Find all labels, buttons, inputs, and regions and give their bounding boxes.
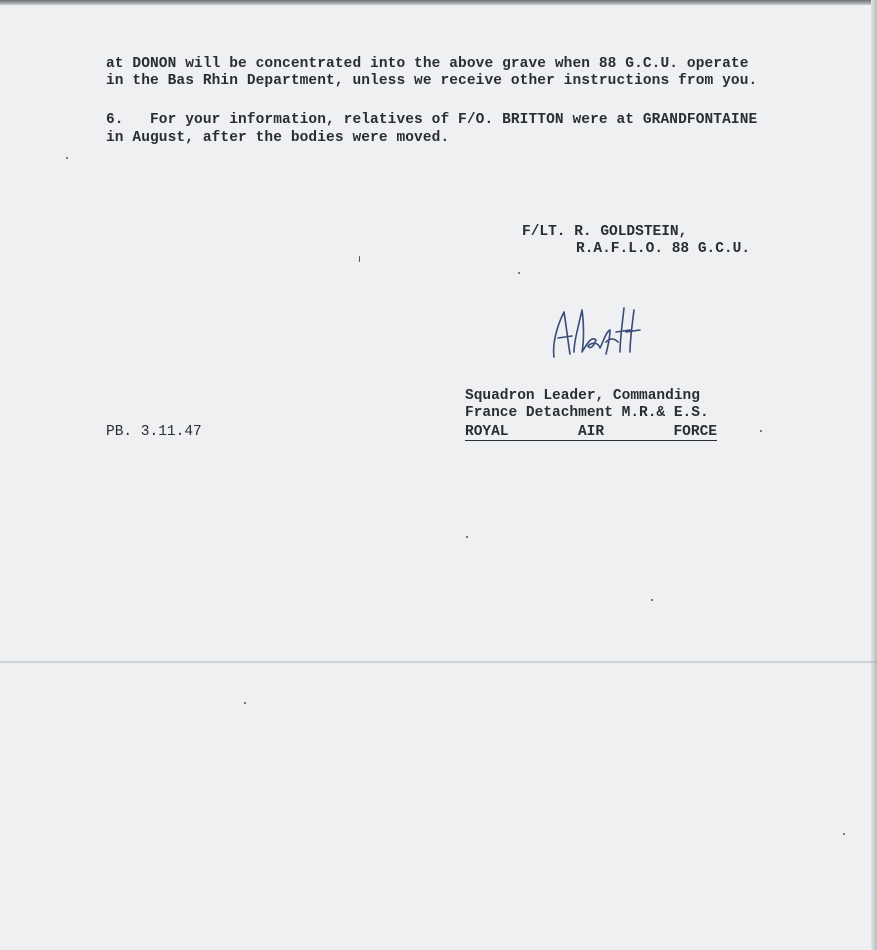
paragraph-continuation-line-2: in the Bas Rhin Department, unless we receive other instructions from you. [106,73,758,89]
commander-detachment: France Detachment M.R.& E.S. [465,405,709,421]
paper-fold-line [0,661,877,663]
paper-speck [518,272,520,274]
paragraph-6-line-2: in August, after the bodies were moved. [106,130,450,146]
raf-word-royal: ROYAL [465,424,509,440]
raf-word-force: FORCE [673,424,717,440]
paper-right-edge [871,0,877,950]
reference-initials-date: PB. 3.11.47 [106,424,202,440]
paper-speck [66,157,68,159]
paper-top-edge [0,0,877,5]
paper-speck [760,430,762,432]
paper-speck [843,833,845,835]
paper-speck [244,702,246,704]
paper-speck [466,536,468,538]
royal-air-force-line [465,424,717,441]
handwritten-signature [548,302,643,364]
paragraph-6-line-1: 6. For your information, relatives of F/O. BRITTON were at GRANDFONTAINE [106,112,758,128]
officer-name: F/LT. R. GOLDSTEIN, [522,224,688,240]
paper-mark [359,256,360,262]
paragraph-continuation-line-1: at DONON will be concentrated into the above grave when 88 G.C.U. operate [106,56,749,72]
commander-title: Squadron Leader, Commanding [465,388,700,404]
raf-word-air: AIR [577,424,605,440]
paper-speck [651,599,653,601]
officer-unit: R.A.F.L.O. 88 G.C.U. [576,241,751,257]
